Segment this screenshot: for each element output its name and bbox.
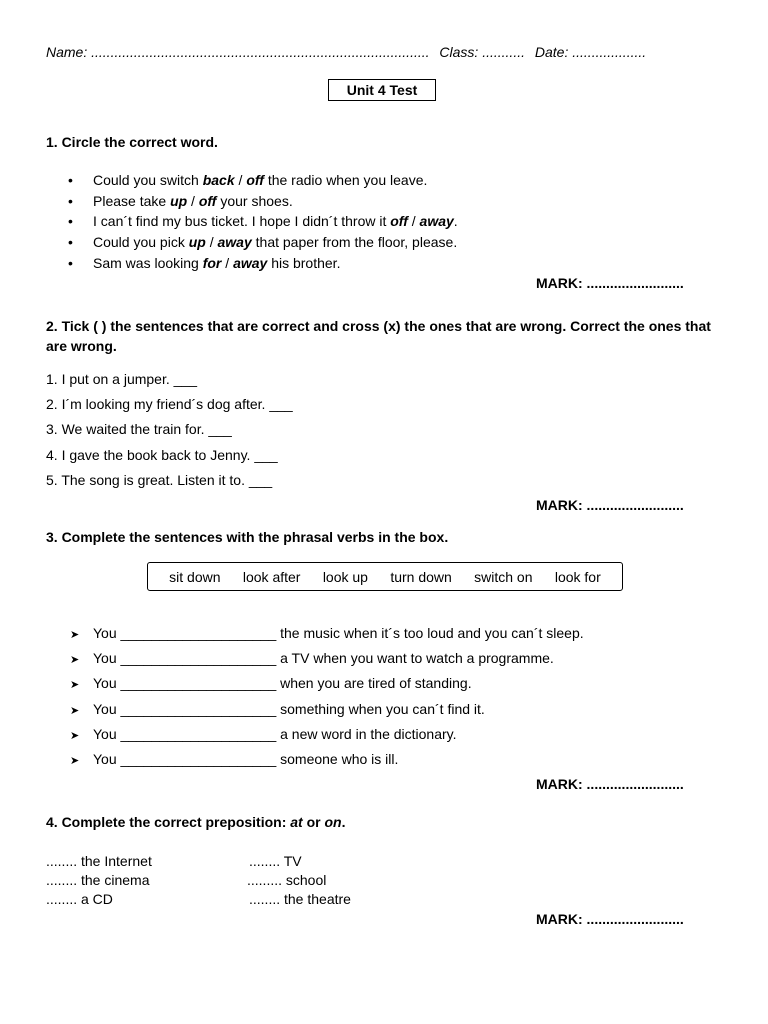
date-field: Date: ................... (534, 44, 647, 60)
student-info-header (46, 44, 646, 60)
list-item: 3. We waited the train for. ___ (46, 421, 232, 438)
q3-mark: MARK: ......................... (536, 776, 684, 792)
verb-option: turn down (390, 568, 452, 585)
list-item: • Please take up / off your shoes. (68, 191, 458, 212)
prep-left-1: ........ the Internet (46, 853, 152, 869)
q2-list (46, 369, 293, 495)
arrow-bullet-icon: ➤ (70, 704, 80, 717)
list-item: 4. I gave the book back to Jenny. ___ (46, 446, 278, 463)
class-field: Class: ........... (439, 44, 525, 60)
verb-option: sit down (169, 568, 221, 585)
q1-list (68, 170, 458, 273)
q3-list (70, 623, 584, 774)
page-title: Unit 4 Test (328, 79, 436, 101)
list-item: ➤ You ____________________ a new word in the dictionary. (70, 724, 584, 749)
list-item: • Could you switch back / off the radio when you leave. (68, 170, 458, 191)
list-item: 5. The song is great. Listen it to. ___ (46, 471, 273, 488)
arrow-bullet-icon: ➤ (70, 679, 80, 692)
verb-option: look after (242, 568, 301, 585)
list-item: 1. I put on a jumper. ___ (46, 371, 197, 387)
list-item: 2. I´m looking my friend´s dog after. ___ (46, 396, 293, 413)
prep-left-2: ........ the cinema (46, 872, 150, 888)
q1-mark: MARK: ......................... (536, 275, 684, 291)
arrow-bullet-icon: ➤ (70, 654, 80, 667)
list-item: ➤ You ____________________ someone who is ill. (70, 749, 584, 774)
prep-right-2: ......... school (247, 872, 327, 888)
list-item: • Could you pick up / away that paper from the floor, please. (68, 232, 458, 253)
prep-right-1: ........ TV (249, 853, 302, 869)
q4-mark: MARK: ......................... (536, 911, 684, 927)
q2-mark: MARK: ......................... (536, 497, 684, 513)
prep-left-3: ........ a CD (46, 891, 113, 907)
list-item: ➤ You ____________________ the music when it´s too loud and you can´t sleep. (70, 623, 584, 648)
list-item: ➤ You ____________________ when you are tired of standing. (70, 673, 584, 698)
q3-heading: 3. Complete the sentences with the phrasal verbs in the box. (46, 529, 449, 545)
q1-heading: 1. Circle the correct word. (46, 134, 218, 150)
list-item: ➤ You ____________________ a TV when you want to watch a programme. (70, 648, 584, 673)
name-field: Name: ....................................................................................... (46, 44, 430, 60)
phrasal-verb-box (147, 562, 623, 591)
q2-heading: 2. Tick ( ) the sentences that are correct and cross (x) the ones that are wrong. Correct the ones that are wrong. (46, 318, 711, 354)
q4-heading: 4. Complete the correct preposition: at or on. (46, 814, 346, 830)
verb-option: switch on (474, 568, 533, 585)
list-item: • Sam was looking for / away his brother. (68, 253, 458, 274)
arrow-bullet-icon: ➤ (70, 729, 80, 742)
list-item: • I can´t find my bus ticket. I hope I didn´t throw it off / away. (68, 211, 458, 232)
verb-option: look for (554, 568, 601, 585)
arrow-bullet-icon: ➤ (70, 629, 80, 641)
arrow-bullet-icon: ➤ (70, 754, 80, 767)
verb-option: look up (322, 568, 368, 585)
prep-right-3: ........ the theatre (249, 891, 351, 907)
list-item: ➤ You ____________________ something when you can´t find it. (70, 699, 584, 724)
